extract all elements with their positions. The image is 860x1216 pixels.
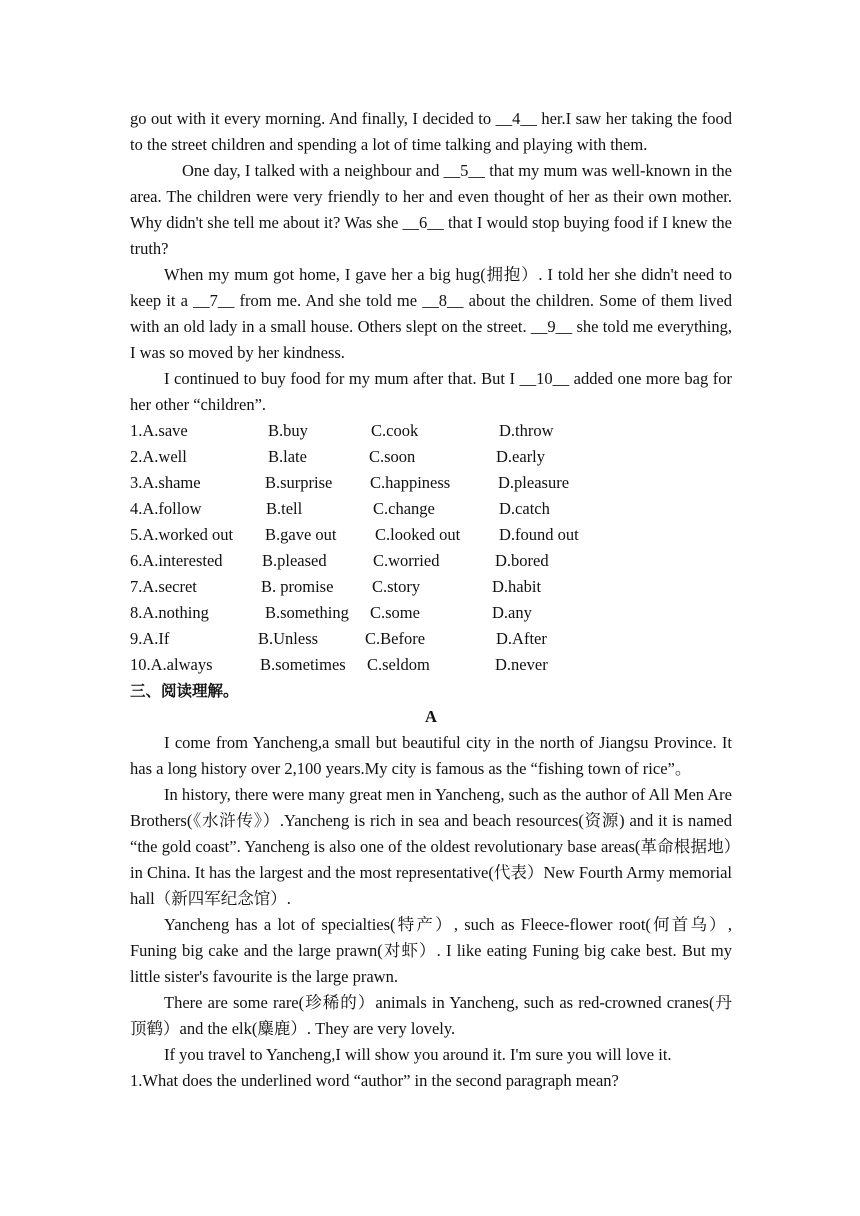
intro-paragraph-2: One day, I talked with a neighbour and __5__ that my mum was well-known in the area. The children were very friendly to her and even thought of her as their own mother. Why didn't she tell me about it? Was she __6__ that I would stop buying food if I knew the truth? xyxy=(130,161,732,258)
option-a: 4.A.follow xyxy=(130,499,202,518)
option-b: B.gave out xyxy=(265,525,337,544)
option-b: B.pleased xyxy=(262,551,327,570)
option-d: D.catch xyxy=(499,499,550,518)
option-c: C.some xyxy=(370,603,420,622)
option-a: 6.A.interested xyxy=(130,551,223,570)
option-a: 9.A.If xyxy=(130,629,170,648)
option-row xyxy=(130,522,732,548)
option-b: B. promise xyxy=(261,577,334,596)
option-a: 3.A.shame xyxy=(130,473,201,492)
option-row xyxy=(130,600,732,626)
option-d: D.bored xyxy=(495,551,549,570)
option-d: D.After xyxy=(496,629,547,648)
option-a: 5.A.worked out xyxy=(130,525,234,544)
option-a: 10.A.always xyxy=(130,655,213,674)
option-a: 7.A.secret xyxy=(130,577,197,596)
option-d: D.early xyxy=(496,447,546,466)
passage-title: A xyxy=(425,707,437,726)
option-b: B.Unless xyxy=(258,629,319,648)
option-b: B.buy xyxy=(268,421,308,440)
intro-paragraph-4: I continued to buy food for my mum after that. But I __10__ added one more bag for her other “children”. xyxy=(130,369,732,414)
options-list xyxy=(130,418,732,678)
option-row xyxy=(130,626,732,652)
option-a: 1.A.save xyxy=(130,421,188,440)
option-row xyxy=(130,470,732,496)
option-row xyxy=(130,548,732,574)
option-row xyxy=(130,418,732,444)
option-d: D.pleasure xyxy=(498,473,570,492)
option-c: C.story xyxy=(372,577,421,596)
passage-paragraph-1: I come from Yancheng,a small but beautiful city in the north of Jiangsu Province. It has a long history over 2,100 years.My city is famous as the “fishing town of rice”。 xyxy=(130,733,732,778)
option-row xyxy=(130,652,732,678)
option-c: C.happiness xyxy=(370,473,451,492)
passage-paragraph-4: There are some rare(珍稀的）animals in Yancheng, such as red-crowned cranes(丹顶鹤）and the elk(麋鹿）. They are very lovely. xyxy=(130,993,732,1038)
option-d: D.never xyxy=(495,655,548,674)
intro-paragraph-1: go out with it every morning. And finally, I decided to __4__ her.I saw her taking the food to the street children and spending a lot of time talking and playing with them. xyxy=(130,109,732,154)
option-d: D.throw xyxy=(499,421,554,440)
option-b: B.late xyxy=(268,447,307,466)
section-title: 三、阅读理解。 xyxy=(130,682,239,700)
option-d: D.any xyxy=(492,603,532,622)
option-b: B.sometimes xyxy=(260,655,346,674)
option-b: B.surprise xyxy=(265,473,333,492)
option-d: D.found out xyxy=(499,525,579,544)
document-page xyxy=(130,106,732,1094)
option-b: B.tell xyxy=(266,499,303,518)
option-a: 2.A.well xyxy=(130,447,187,466)
option-c: C.seldom xyxy=(367,655,430,674)
option-a: 8.A.nothing xyxy=(130,603,209,622)
intro-paragraph-3: When my mum got home, I gave her a big hug(拥抱）. I told her she didn't need to keep it a __7__ from me. And she told me __8__ about the children. Some of them lived with an old lady in a small house. Others slept on the street. __9__ she told me everything, I was so moved by her kindness. xyxy=(130,265,732,362)
option-d: D.habit xyxy=(492,577,542,596)
option-c: C.worried xyxy=(373,551,440,570)
option-row xyxy=(130,574,732,600)
passage-paragraph-5: If you travel to Yancheng,I will show you around it. I'm sure you will love it. xyxy=(164,1045,672,1064)
option-row xyxy=(130,496,732,522)
option-c: C.cook xyxy=(371,421,419,440)
option-c: C.change xyxy=(373,499,435,518)
option-c: C.Before xyxy=(365,629,426,648)
option-b: B.something xyxy=(265,603,349,622)
option-c: C.looked out xyxy=(375,525,461,544)
option-row xyxy=(130,444,732,470)
passage-paragraph-3: Yancheng has a lot of specialties(特产）, such as Fleece-flower root(何首乌）, Funing big cake and the large prawn(对虾）. I like eating Funing big cake best. But my little sister's favourite is the large prawn. xyxy=(130,915,732,986)
question-1: 1.What does the underlined word “author” in the second paragraph mean? xyxy=(130,1071,619,1090)
passage-paragraph-2: In history, there were many great men in Yancheng, such as the author of All Men Are Brothers(《水浒传》）.Yancheng is rich in sea and beach resources(资源) and it is named “the gold coast”. Yancheng is also one of the oldest revolutionary base areas(革命根据地）in China. It has the largest and the most representative(代表）New Fourth Army memorial hall（新四军纪念馆）. xyxy=(130,785,732,908)
option-c: C.soon xyxy=(369,447,416,466)
